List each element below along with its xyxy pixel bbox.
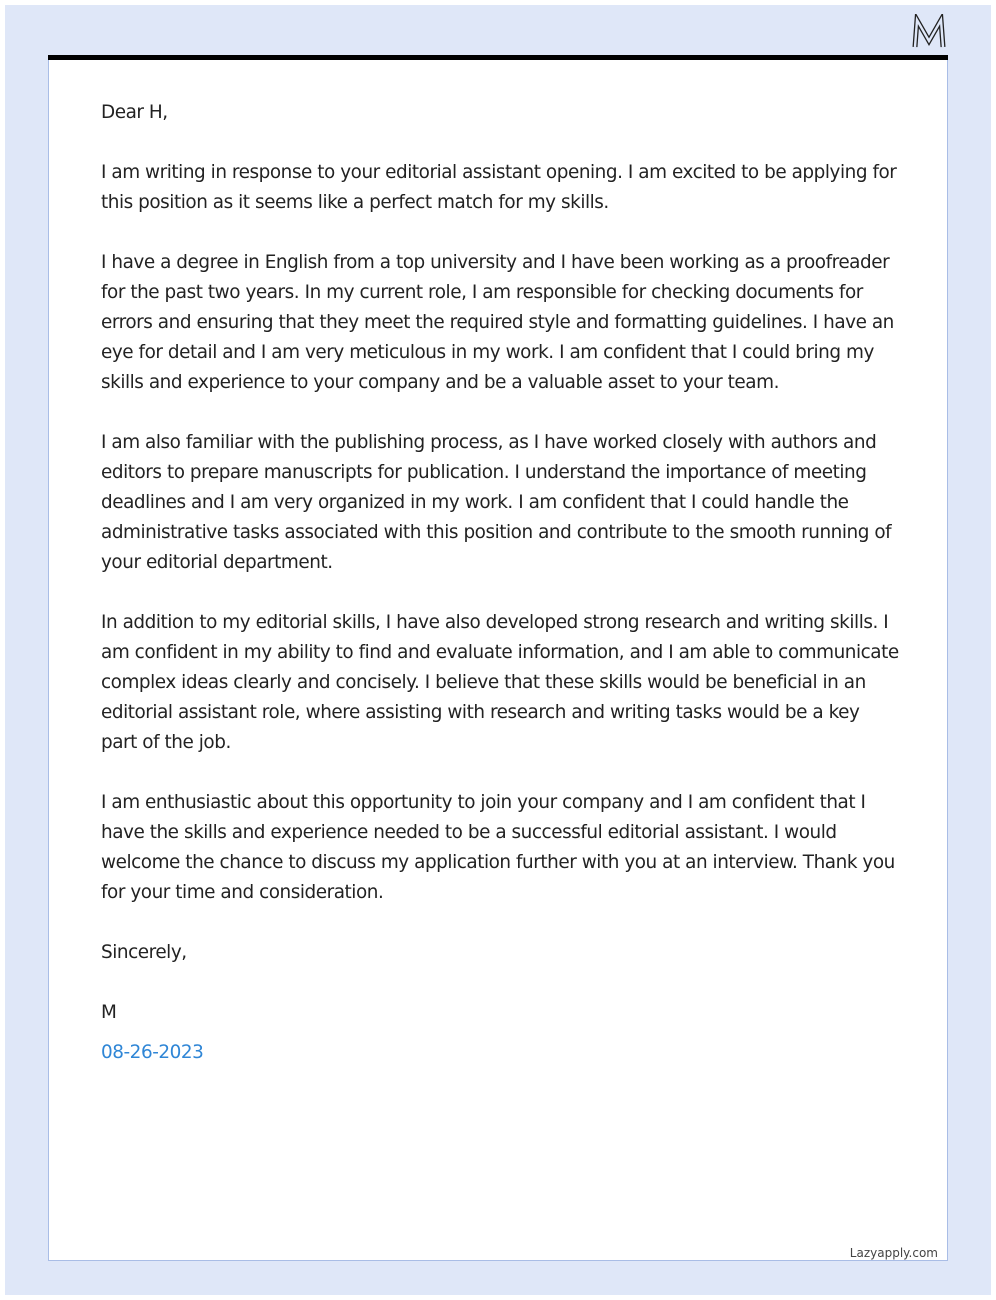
signature: M (101, 1002, 117, 1023)
footer-brand: Lazyapply.com (849, 1246, 938, 1260)
paragraph-intro: I am writing in response to your editorial assistant opening. I am excited to be applying for this position as it seems like a perfect match for my skills. (101, 162, 897, 213)
monogram-m-icon (908, 14, 950, 54)
letter-date: 08-26-2023 (101, 1042, 204, 1063)
closing: Sincerely, (101, 942, 187, 963)
salutation: Dear H, (101, 102, 168, 123)
paragraph-publishing: I am also familiar with the publishing process, as I have worked closely with authors and editors to prepare manuscripts for publication. I understand the importance of meeting deadlines and I am very organized in my work. I am confident that I could handle the administrative tasks associated with this position and contribute to the smooth running of your editorial department. (101, 432, 892, 573)
letter-sheet (48, 60, 948, 1261)
paragraph-experience: I have a degree in English from a top university and I have been working as a proofreader for the past two years. In my current role, I am responsible for checking documents for errors and ensuring that they meet the required style and formatting guidelines. I have an eye for detail and I am very meticulous in my work. I am confident that I could bring my skills and experience to your company and be a valuable asset to your team. (101, 252, 894, 393)
letter-body (101, 98, 899, 1098)
paragraph-closing: I am enthusiastic about this opportunity to join your company and I am confident that I have the skills and experience needed to be a successful editorial assistant. I would welcome the chance to discuss my application further with you at an interview. Thank you for your time and consideration. (101, 792, 895, 903)
paragraph-skills: In addition to my editorial skills, I have also developed strong research and writing skills. I am confident in my ability to find and evaluate information, and I am able to communicate complex ideas clearly and concisely. I believe that these skills would be beneficial in an editorial assistant role, where assisting with research and writing tasks would be a key part of the job. (101, 612, 899, 753)
